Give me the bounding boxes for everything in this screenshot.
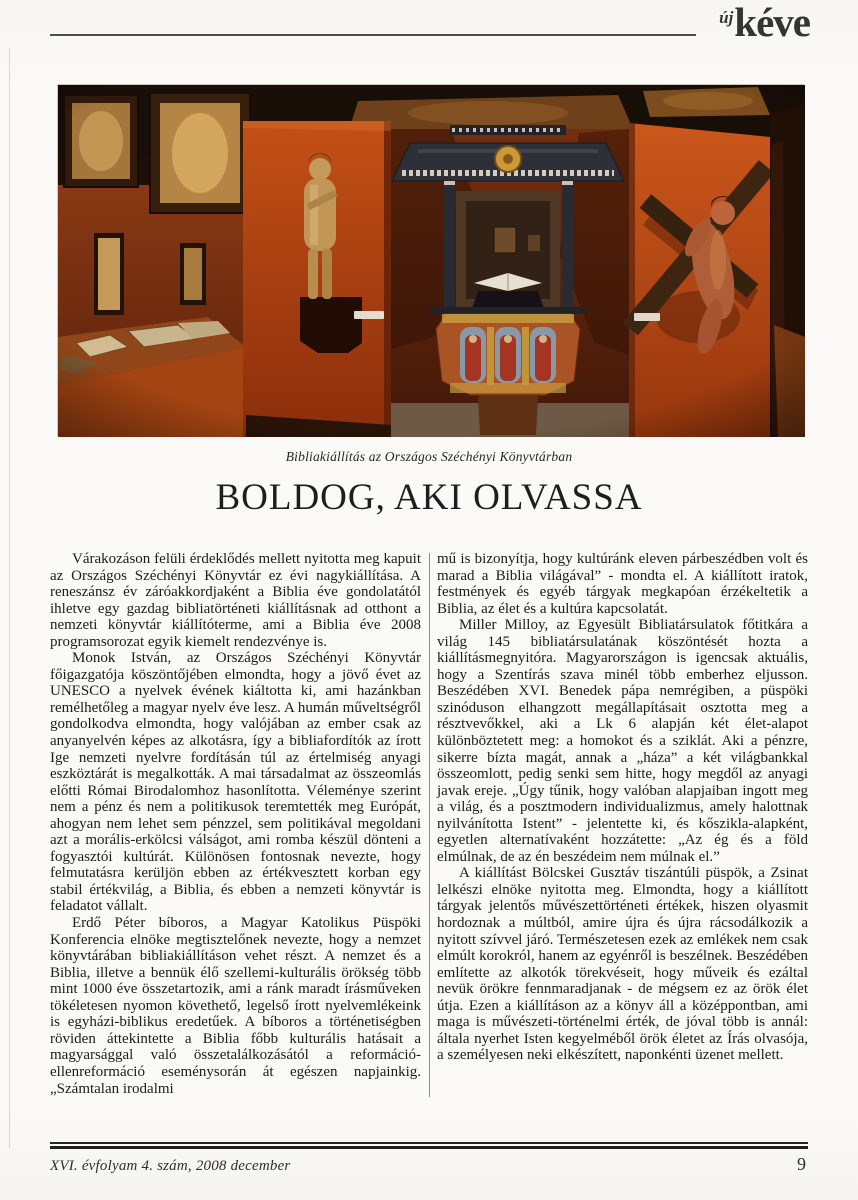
left-column bbox=[50, 551, 421, 1097]
header-rule bbox=[50, 34, 696, 36]
article-title: BOLDOG, AKI OLVASSA bbox=[215, 477, 643, 518]
page-number: 9 bbox=[797, 1154, 806, 1174]
paragraph: Várakozáson felüli érdeklődés mellett nyitotta meg kapuit az Országos Széchényi Könyvtár ez évi nagykiállítása. A reneszánsz év záróakkordjaként a Biblia éve gondolatától ihletve egy gazdag bibliatörténeti kiállításnak ad otthont a nemzeti könyvtár kiállítóterme, ami a Biblia éve 2008 programsorozat egyik kiemelt rendezvénye is. bbox=[50, 551, 421, 650]
paragraph: mű is bizonyítja, hogy kultúránk eleven párbeszédben volt és marad a Biblia világával” - mondta el. A kiállított iratok, festmények és egyéb tárgyak megkapóan érzékeltetik a Biblia, az élet és a kultúra kapcsolatát. bbox=[437, 551, 808, 617]
exhibition-photo bbox=[57, 84, 804, 436]
magazine-logo bbox=[719, 2, 810, 43]
footer-issue-info: XVI. évfolyam 4. szám, 2008 december bbox=[50, 1158, 291, 1174]
logo-name: kéve bbox=[734, 0, 810, 45]
right-column bbox=[437, 551, 808, 1097]
photo-caption: Bibliakiállítás az Országos Széchényi Könyvtárban bbox=[285, 449, 573, 464]
scan-edge bbox=[9, 48, 10, 1148]
paragraph: A kiállítást Bölcskei Gusztáv tiszántúli püspök, a Zsinat lelkészi elnöke nyitotta meg. Elmondta, hogy a kiállított tárgyak jelentős művészettörténeti értékek, hiszen olyasmit hordoznak a múltból, amire újra és újra rácsodálkozik a nyitott szívvel járó. Természetesen ezek az emlékek nem csak elmúlt korokról, hanem az egyénről is beszélnek. Beszédében említette az alkotók törekvéseit, hogy műveik és ezáltal nevük örökre fennmaradjanak - de mégsem ez az örök élet útja. Ezen a kiállításon az a könyv áll a középpontban, ami maga is művészeti-történelmi érték, de jóval több is annál: általa nyerhet Isten kegyelméből örök életet az Írás olvasója, a személyesen neki elkészített, naponkénti üzenet mellett. bbox=[437, 865, 808, 1064]
paragraph: Miller Milloy, az Egyesült Bibliatársulatok főtitkára a világ 145 bibliatársulatának köszöntését hozta a kiállításmegnyitóra. Magyarországon is igencsak aktuális, hogy a Szentírás szava minél több emberhez eljusson. Beszédében XVI. Benedek pápa nemrégiben, a püspöki szinóduson elhangzott megállapításait osztotta meg a résztvevőkkel, aki a Lk 6 alapján két élet-alapot különböztetett meg: a homokot és a sziklát. Aki a pénzre, sikerre bízta magát, annak a „háza” a két világbankkal összeomlott, pedig senki sem hitte, hogy megdől az anyagi javak ereje. „Úgy tűnik, hogy valóban alapjaiban ingott meg a világ, és a posztmodern individualizmus, amely halottnak nyilvánította Istent” - jelentette ki, és kőszikla-alapként, egyetlen alternatívaként hozzátette: „Az ég és a föld elmúlnak, de az én beszédeim nem múlnak el.” bbox=[437, 617, 808, 865]
article-body bbox=[50, 551, 808, 1097]
column-divider bbox=[429, 553, 430, 1097]
footer-rule bbox=[50, 1142, 808, 1149]
paragraph: Erdő Péter bíboros, a Magyar Katolikus Püspöki Konferencia elnöke megtisztelőnek nevezte, hogy a nemzet könyvtárában bibliakiállításon vehet részt. A nemzet és a Biblia, illetve a bennük élő szellemi-kulturális örökség több mint 1000 éve összetartozik, ami a ránk maradt írásműveken tökéletesen nyomon követhető, legelső írott nyelvemlékeink is egyházi-biblikus eredetűek. A bíboros a történetiségben röviden áttekintette a Biblia főbb kulturális hatásait a magyarsággal való összetalálkozásától a reformáció-ellenreformáció eseménysorán át egészen napjainkig. „Számtalan irodalmi bbox=[50, 915, 421, 1097]
exhibition-photo-illustration bbox=[58, 85, 805, 437]
paragraph: Monok István, az Országos Széchényi Könyvtár főigazgatója köszöntőjében elmondta, hogy a jövő évet az UNESCO a nyelvek évének kiáltotta ki, ami hazánkban remélhetőleg a magyar nyelv éve lesz. A humán műveltségről gondolkodva elmondta, hogy valójában az ember csak az anyanyelvén képes az alkotásra, így a bibliafordítók az írott Ige nemzeti nyelvre fordításán túl az értelmiség anyagi eszköztárát is megalkották. A mai társadalmat az összeomlás előtti Római Birodalomhoz hasonlította. Véleménye szerint nem a pénz és nem a politikusok teremtették meg Európát, ahogyan nem lehet sem pénzzel, sem politikával megoldani azt a morális-erkölcsi válságot, ami romba készül dönteni a fogyasztói kultúrát. Különösen fontosnak nevezte, hogy felmutatásra kerüljön ebben az értékvesztett korban egy stabil értékvilág, a Biblia, és ebben a nemzeti könyvtár is feladatot vállalt. bbox=[50, 650, 421, 915]
logo-prefix: új bbox=[719, 8, 734, 27]
